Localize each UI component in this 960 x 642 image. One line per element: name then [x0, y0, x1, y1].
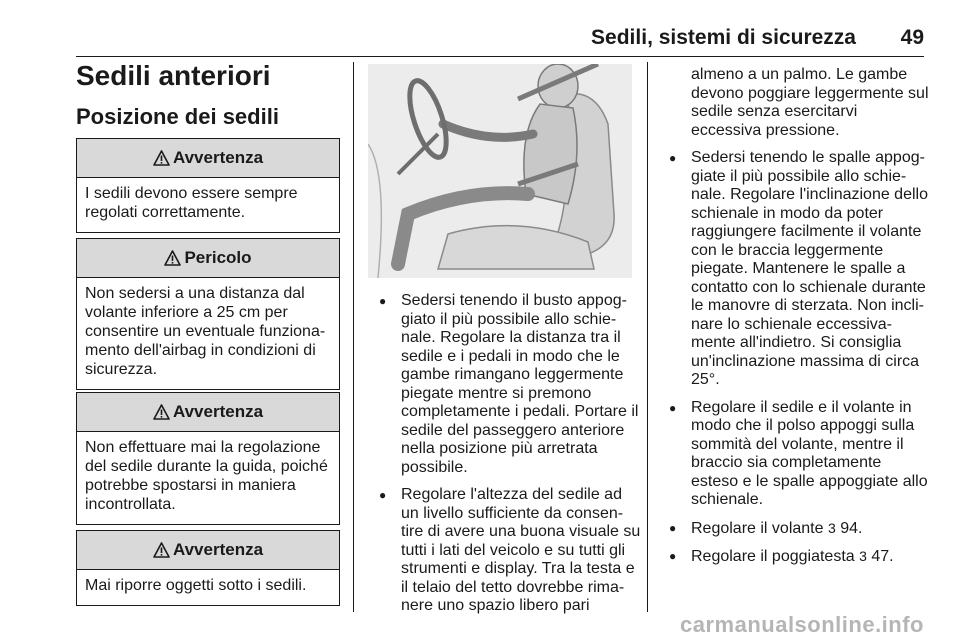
reference-text: Regolare il poggiatesta [691, 548, 855, 565]
notice-label: Avvertenza [172, 148, 264, 167]
notice-header [77, 393, 339, 432]
reference-text: Regolare il volante [691, 519, 824, 537]
page-reference-arrow-icon: 3 [859, 548, 867, 564]
header-title: Sedili, sistemi di sicurezza [591, 26, 856, 49]
list-item: ● Sedersi tenendo il busto appog-giato il più possibile allo schie-nale. Regolare la distanza tra il sedile e i pedali in modo che le gambe rimangano leggermente piegate mentre si premono completamente i pedali. Portare il sedile del passeggero anteriore nella posizione più arretrata possibile. [379, 292, 641, 477]
seated-driver-drawing [368, 64, 632, 278]
page-number: 49 [900, 26, 924, 49]
header-rule [76, 56, 924, 57]
column-divider-1 [353, 62, 354, 612]
notice-text: Mai riporre oggetti sotto i sedili. [85, 577, 307, 594]
notice-text: Non effettuare mai la regolazione del sedile durante la guida, poiché potrebbe spostarsi in maniera incontrollata. [85, 439, 328, 513]
warning-triangle-icon [153, 404, 170, 420]
adjustment-list-col2 [379, 292, 641, 625]
page-header [0, 24, 960, 58]
list-item-continuation: almeno a un palmo. Le gambe devono poggiare leggermente sul sedile senza esercitarvi eccessiva pressione. [691, 66, 929, 139]
notice-label: Avvertenza [172, 540, 264, 559]
notice-box [76, 392, 340, 525]
list-item-reference [669, 547, 931, 567]
warning-triangle-icon [153, 150, 170, 166]
notice-text: I sedili devono essere sempre regolati correttamente. [85, 185, 298, 221]
list-item: ● Regolare l'altezza del sedile ad un livello sufficiente da consen-tire di avere una buona visuale su tutti i lati del veicolo e su tutti gli strumenti e display. Tra la testa e il telaio del tetto dovrebbe rima-nere uno spazio libero pari [379, 486, 641, 616]
section-heading: Sedili anteriori [76, 60, 271, 91]
notice-header [77, 239, 339, 278]
notice-label: Pericolo [184, 248, 252, 267]
notice-box [76, 138, 340, 233]
list-item-reference [669, 519, 931, 539]
notice-header [77, 139, 339, 178]
page-reference-arrow-icon: 3 [827, 519, 836, 536]
watermark: carmanualsonline.info [680, 612, 924, 637]
list-item: ● Regolare il sedile e il volante in modo che il polso appoggi sulla sommità del volante, mentre il braccio sia completamente esteso e le spalle appoggiate allo schienale. [669, 399, 931, 510]
list-item: ● Sedersi tenendo le spalle appog-giate il più possibile allo schie-nale. Regolare l'inclinazione dello schienale in modo da poter raggiungere facilmente il volante con le braccia leggermente piegate. Mantenere le spalle a contatto con lo schienale durante le manovre di sterzata. Non incli-nare lo schienale eccessiva-mente all'indietro. Si consiglia un'inclinazione massima di circa 25°. [669, 149, 931, 390]
notice-header [77, 531, 339, 570]
warning-triangle-icon [164, 250, 181, 266]
notice-text: Non sedersi a una distanza dal volante inferiore a 25 cm per consentire un eventuale funziona-mento dell'airbag in condizioni di sicurezza. [85, 285, 326, 378]
adjustment-list-col3 [669, 66, 931, 576]
notice-box [76, 530, 340, 606]
reference-page-link[interactable]: 94. [840, 519, 863, 537]
reference-page-link[interactable]: 47. [871, 548, 894, 565]
warning-triangle-icon [153, 542, 170, 558]
driver-seat-illustration [368, 64, 632, 278]
column-divider-2 [647, 62, 648, 612]
notice-box [76, 238, 340, 390]
notice-label: Avvertenza [172, 402, 264, 421]
section-subheading: Posizione dei sedili [76, 104, 279, 129]
